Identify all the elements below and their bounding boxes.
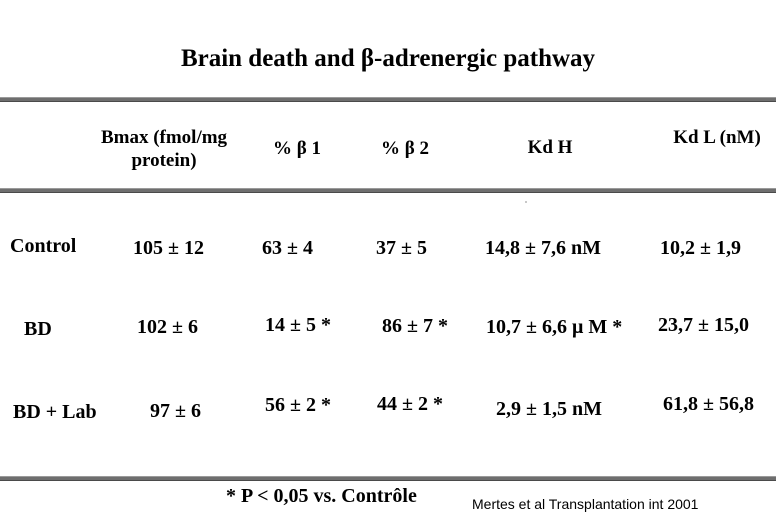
cell-control-kdh: 14,8 ± 7,6 nM: [485, 237, 601, 259]
cell-bd-b1: 14 ± 5 *: [265, 314, 331, 336]
cell-bdlab-b1: 56 ± 2 *: [265, 394, 331, 416]
cell-control-bmax: 105 ± 12: [133, 237, 204, 259]
row-label-bd-lab: BD + Lab: [13, 401, 97, 423]
cell-control-kdl: 10,2 ± 1,9: [660, 237, 741, 259]
cell-bd-b2: 86 ± 7 *: [382, 315, 448, 337]
cell-bd-kdh: 10,7 ± 6,6 μ M *: [486, 316, 623, 338]
footnote: * P < 0,05 vs. Contrôle: [226, 485, 417, 507]
cell-control-b2: 37 ± 5: [376, 237, 427, 259]
header-kd-l: Kd L (nM): [673, 127, 761, 148]
header-beta1: % β 1: [272, 138, 321, 159]
cell-bd-bmax: 102 ± 6: [137, 316, 198, 338]
top-rule: [0, 97, 776, 102]
bottom-rule: [0, 476, 776, 481]
row-label-bd: BD: [24, 318, 52, 340]
cell-bdlab-kdl: 61,8 ± 56,8: [663, 393, 754, 415]
header-kd-h: Kd H: [527, 137, 573, 158]
cell-control-b1: 63 ± 4: [262, 237, 313, 259]
cell-bdlab-bmax: 97 ± 6: [150, 400, 201, 422]
row-label-control: Control: [10, 235, 77, 257]
slide-title: Brain death and β-adrenergic pathway: [180, 45, 596, 72]
cell-bdlab-b2: 44 ± 2 *: [377, 393, 443, 415]
cell-bdlab-kdh: 2,9 ± 1,5 nM: [496, 398, 602, 420]
citation: Mertes et al Transplantation int 2001: [472, 496, 699, 512]
header-rule: [0, 188, 776, 193]
header-bmax: Bmax (fmol/mg protein): [100, 127, 228, 171]
scan-speck: [525, 201, 527, 203]
header-beta2: % β 2: [380, 138, 429, 159]
cell-bd-kdl: 23,7 ± 15,0: [658, 314, 749, 336]
